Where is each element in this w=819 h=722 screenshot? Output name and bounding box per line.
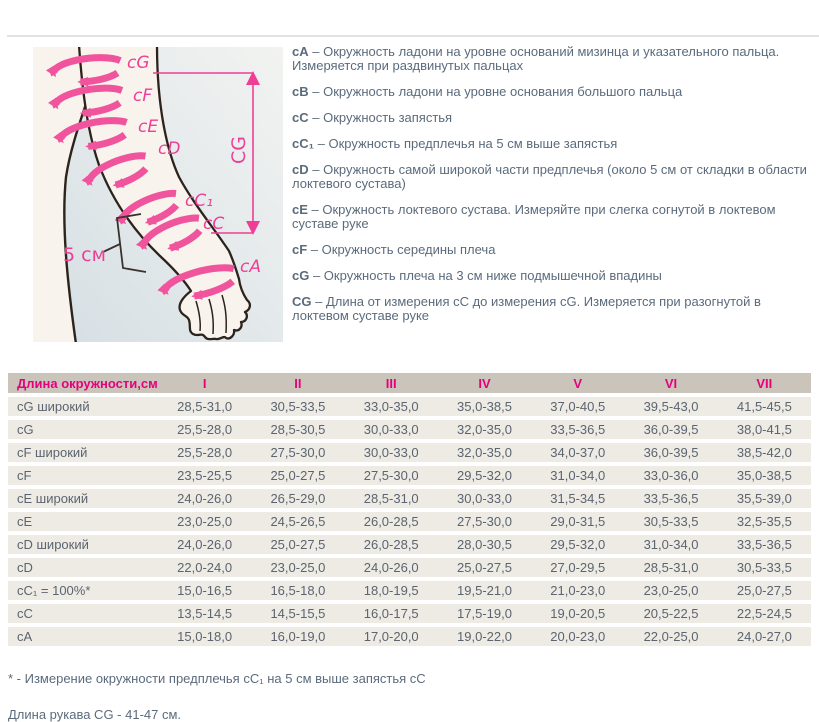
table-row xyxy=(8,443,811,462)
cell-value: 25,0-27,5 xyxy=(251,535,344,554)
cell-value: 22,0-24,0 xyxy=(158,558,251,577)
cell-value: 19,0-22,0 xyxy=(438,627,531,646)
cell-value: 16,0-19,0 xyxy=(251,627,344,646)
cell-value: 33,5-36,5 xyxy=(624,489,717,508)
table-row xyxy=(8,581,811,600)
table-row xyxy=(8,420,811,439)
cell-value: 30,5-33,5 xyxy=(624,512,717,531)
footnote-asterisk: * - Измерение окружности предплечья сС₁ на 5 см выше запястья сС xyxy=(8,671,426,686)
column-header-size-1: I xyxy=(158,373,251,393)
cell-value: 23,5-25,5 xyxy=(158,466,251,485)
measurement-text: – Окружность ладони на уровне оснований мизинца и указательного пальца. Измеряется при раздвинутых пальцах xyxy=(292,44,780,73)
cell-value: 27,5-30,0 xyxy=(438,512,531,531)
cell-value: 26,0-28,5 xyxy=(345,535,438,554)
column-header-size-4: IV xyxy=(438,373,531,393)
cell-value: 35,0-38,5 xyxy=(718,466,811,485)
cell-value: 36,0-39,5 xyxy=(624,420,717,439)
cell-value: 17,0-20,0 xyxy=(345,627,438,646)
cell-value: 33,0-36,0 xyxy=(624,466,717,485)
cell-value: 28,5-31,0 xyxy=(345,489,438,508)
top-divider xyxy=(7,35,819,37)
cell-value: 13,5-14,5 xyxy=(158,604,251,623)
measurement-key: cB xyxy=(292,84,309,99)
table-row xyxy=(8,627,811,646)
measurement-text: – Окружность предплечья на 5 см выше запястья xyxy=(317,136,618,151)
diagram-label-CG-vertical: CG xyxy=(228,136,250,164)
cell-value: 24,0-27,0 xyxy=(718,627,811,646)
cell-value: 20,0-23,0 xyxy=(531,627,624,646)
cell-value: 26,0-28,5 xyxy=(345,512,438,531)
cell-value: 27,5-30,0 xyxy=(345,466,438,485)
cell-value: 41,5-45,5 xyxy=(718,397,811,416)
cell-value: 20,5-22,5 xyxy=(624,604,717,623)
measurement-text: – Окружность самой широкой части предплечья (около 5 см от складки в области локтевого сустава) xyxy=(292,162,807,191)
measurement-key: cD xyxy=(292,162,309,177)
column-header-size-6: VI xyxy=(624,373,717,393)
cell-value: 38,5-42,0 xyxy=(718,443,811,462)
measurement-key: cA xyxy=(292,44,309,59)
cell-value: 23,0-25,0 xyxy=(251,558,344,577)
cell-value: 34,0-37,0 xyxy=(531,443,624,462)
cell-value: 35,0-38,5 xyxy=(438,397,531,416)
cell-value: 16,0-17,5 xyxy=(345,604,438,623)
cell-value: 22,0-25,0 xyxy=(624,627,717,646)
cell-value: 25,0-27,5 xyxy=(438,558,531,577)
measurement-description-item xyxy=(292,269,814,283)
cell-value: 29,5-32,0 xyxy=(531,535,624,554)
cell-value: 28,5-31,0 xyxy=(624,558,717,577)
cell-value: 35,5-39,0 xyxy=(718,489,811,508)
table-row xyxy=(8,489,811,508)
column-header-label: Длина окружности,см xyxy=(8,373,158,393)
measurement-text: – Окружность запястья xyxy=(312,110,453,125)
cell-value: 25,0-27,5 xyxy=(718,581,811,600)
cell-value: 27,5-30,0 xyxy=(251,443,344,462)
cell-value: 32,5-35,5 xyxy=(718,512,811,531)
table-row xyxy=(8,604,811,623)
column-header-size-5: V xyxy=(531,373,624,393)
cell-value: 25,5-28,0 xyxy=(158,443,251,462)
cell-value: 39,5-43,0 xyxy=(624,397,717,416)
cell-value: 16,5-18,0 xyxy=(251,581,344,600)
diagram-label-cF: cF xyxy=(133,86,153,106)
diagram-label-cE: cE xyxy=(138,117,159,137)
row-label: cD широкий xyxy=(8,535,158,554)
measurement-description-item xyxy=(292,85,814,99)
cell-value: 15,0-16,5 xyxy=(158,581,251,600)
table-row xyxy=(8,535,811,554)
diagram-label-cC: cC xyxy=(203,214,225,234)
diagram-label-cC1: cC₁ xyxy=(185,191,214,211)
size-table-header-row xyxy=(8,373,811,393)
measurement-text: – Окружность середины плеча xyxy=(310,242,496,257)
row-label: cA xyxy=(8,627,158,646)
cell-value: 21,0-23,0 xyxy=(531,581,624,600)
cell-value: 32,0-35,0 xyxy=(438,443,531,462)
measurement-description-item xyxy=(292,203,814,231)
size-table xyxy=(8,369,811,650)
table-row xyxy=(8,397,811,416)
table-row xyxy=(8,512,811,531)
cell-value: 23,0-25,0 xyxy=(624,581,717,600)
footnote-sleeve-length: Длина рукава CG - 41-47 см. xyxy=(8,707,182,722)
cell-value: 30,0-33,0 xyxy=(438,489,531,508)
arm-measurement-diagram xyxy=(33,47,283,342)
diagram-label-cA: cA xyxy=(240,257,261,277)
row-label: cE широкий xyxy=(8,489,158,508)
row-label: cG xyxy=(8,420,158,439)
cell-value: 24,0-26,0 xyxy=(345,558,438,577)
cell-value: 28,5-31,0 xyxy=(158,397,251,416)
cell-value: 33,5-36,5 xyxy=(718,535,811,554)
measurement-description-item xyxy=(292,243,814,257)
measurement-description-item xyxy=(292,111,814,125)
measurement-descriptions xyxy=(292,45,814,335)
cell-value: 31,0-34,0 xyxy=(531,466,624,485)
measurement-key: cG xyxy=(292,268,310,283)
measurement-text: – Длина от измерения сС до измерения сG. Измеряется при разогнутой в локтевом суставе руке xyxy=(292,294,761,323)
cell-value: 33,5-36,5 xyxy=(531,420,624,439)
cell-value: 28,5-30,5 xyxy=(251,420,344,439)
measurement-text: – Окружность ладони на уровне основания большого пальца xyxy=(312,84,683,99)
measurement-key: cF xyxy=(292,242,308,257)
row-label: cE xyxy=(8,512,158,531)
cell-value: 24,5-26,5 xyxy=(251,512,344,531)
cell-value: 19,0-20,5 xyxy=(531,604,624,623)
column-header-size-2: II xyxy=(251,373,344,393)
measurement-text: – Окружность плеча на 3 см ниже подмышечной впадины xyxy=(312,268,662,283)
measurement-key: cC₁ xyxy=(292,136,314,151)
cell-value: 33,0-35,0 xyxy=(345,397,438,416)
cell-value: 19,5-21,0 xyxy=(438,581,531,600)
measurement-description-item xyxy=(292,45,814,73)
cell-value: 32,0-35,0 xyxy=(438,420,531,439)
column-header-size-7: VII xyxy=(718,373,811,393)
table-row xyxy=(8,466,811,485)
cell-value: 29,5-32,0 xyxy=(438,466,531,485)
diagram-label-cD: cD xyxy=(158,139,181,159)
cell-value: 26,5-29,0 xyxy=(251,489,344,508)
cell-value: 31,0-34,0 xyxy=(624,535,717,554)
cell-value: 36,0-39,5 xyxy=(624,443,717,462)
diagram-label-cG: cG xyxy=(127,53,150,73)
cell-value: 31,5-34,5 xyxy=(531,489,624,508)
cell-value: 18,0-19,5 xyxy=(345,581,438,600)
cell-value: 30,0-33,0 xyxy=(345,443,438,462)
table-row xyxy=(8,558,811,577)
measurement-key: CG xyxy=(292,294,312,309)
diagram-label-5cm: 5 см xyxy=(63,244,106,266)
measurement-description-item xyxy=(292,137,814,151)
cell-value: 23,0-25,0 xyxy=(158,512,251,531)
row-label: cC₁ = 100%* xyxy=(8,581,158,600)
row-label: cD xyxy=(8,558,158,577)
cell-value: 28,0-30,5 xyxy=(438,535,531,554)
row-label: cF xyxy=(8,466,158,485)
cell-value: 15,0-18,0 xyxy=(158,627,251,646)
cell-value: 30,5-33,5 xyxy=(718,558,811,577)
cell-value: 22,5-24,5 xyxy=(718,604,811,623)
row-label: cC xyxy=(8,604,158,623)
arm-diagram-svg xyxy=(33,47,283,342)
cell-value: 30,0-33,0 xyxy=(345,420,438,439)
cell-value: 27,0-29,5 xyxy=(531,558,624,577)
cell-value: 37,0-40,5 xyxy=(531,397,624,416)
cell-value: 25,5-28,0 xyxy=(158,420,251,439)
measurement-text: – Окружность локтевого сустава. Измеряйте при слегка согнутой в локтевом суставе руке xyxy=(292,202,776,231)
row-label: cG широкий xyxy=(8,397,158,416)
column-header-size-3: III xyxy=(345,373,438,393)
row-label: cF широкий xyxy=(8,443,158,462)
cell-value: 24,0-26,0 xyxy=(158,489,251,508)
cell-value: 24,0-26,0 xyxy=(158,535,251,554)
cell-value: 38,0-41,5 xyxy=(718,420,811,439)
cell-value: 30,5-33,5 xyxy=(251,397,344,416)
cell-value: 14,5-15,5 xyxy=(251,604,344,623)
cell-value: 17,5-19,0 xyxy=(438,604,531,623)
measurement-key: cC xyxy=(292,110,309,125)
cell-value: 29,0-31,5 xyxy=(531,512,624,531)
measurement-description-item xyxy=(292,163,814,191)
measurement-description-item xyxy=(292,295,814,323)
measurement-key: cE xyxy=(292,202,308,217)
cell-value: 25,0-27,5 xyxy=(251,466,344,485)
